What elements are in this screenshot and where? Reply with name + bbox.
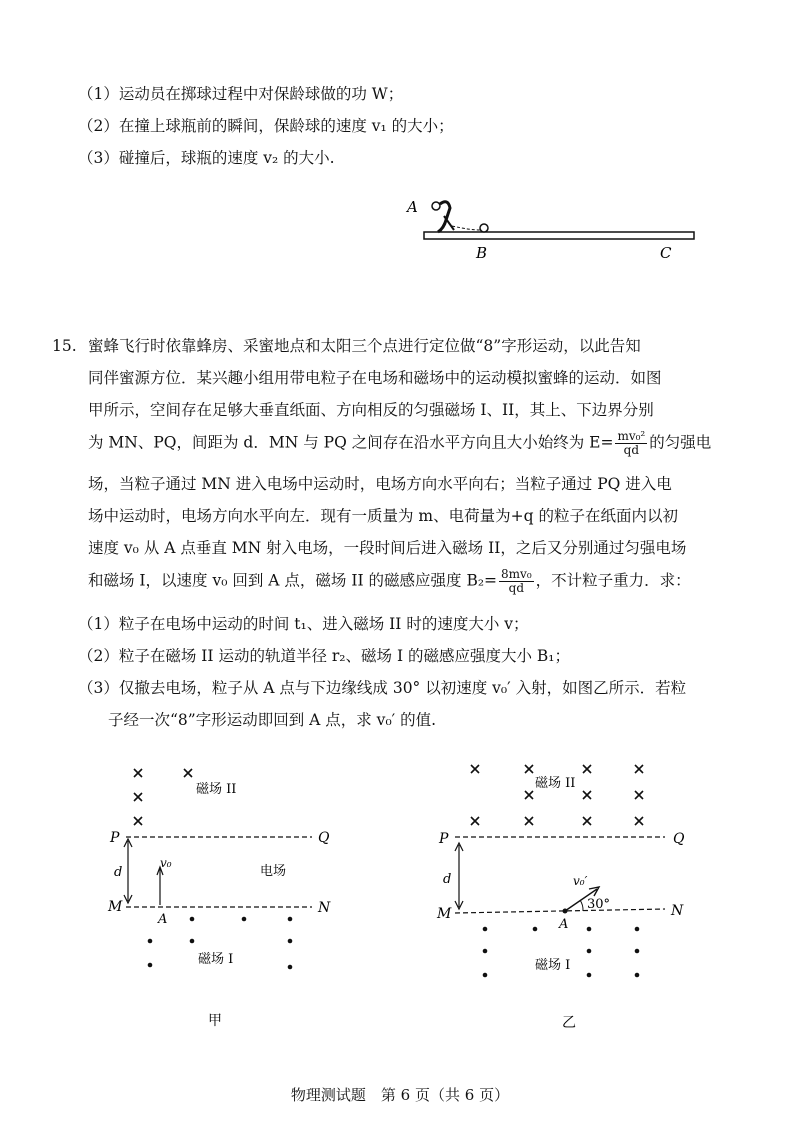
q15-sub-3a: （3）仅撤去电场，粒子从 A 点与下边缘线成 30° 以初速度 v₀′ 入射，如图乙所示．若粒 xyxy=(78,679,687,697)
bowling-figure xyxy=(400,190,710,270)
label-a: A xyxy=(407,198,418,216)
e-fraction xyxy=(615,430,647,457)
label-m-jia: M xyxy=(108,899,123,915)
line-mn-yi xyxy=(455,909,665,913)
page-footer: 物理测试题 第 6 页（共 6 页） xyxy=(290,1086,510,1104)
label-q-jia: Q xyxy=(318,830,330,846)
label-c: C xyxy=(660,244,672,262)
q15-line-4b: 的匀强电 xyxy=(649,433,712,452)
caption-jia: 甲 xyxy=(208,1013,222,1029)
label-n-jia: N xyxy=(318,900,331,916)
q15-sub-3b: 子经一次“8”字形运动即回到 A 点，求 v₀′ 的值. xyxy=(108,711,437,729)
label-a-jia: A xyxy=(158,912,168,927)
label-efield-jia: 电场 xyxy=(260,864,287,879)
q15-line-8a: 和磁场 I，以速度 v₀ 回到 A 点，磁场 II 的磁感应强度 B₂= xyxy=(88,571,498,590)
figure-jia xyxy=(100,755,340,1035)
q15-line-4 xyxy=(88,430,711,457)
label-angle-yi: 30° xyxy=(587,897,611,912)
prev-item-3: （3）碰撞后，球瓶的速度 v₂ 的大小. xyxy=(78,149,335,167)
q15-number: 15. xyxy=(52,337,77,355)
q15-line-3: 甲所示，空间存在足够大垂直纸面、方向相反的匀强磁场 I、II，其上、下边界分别 xyxy=(88,401,654,419)
label-q-yi: Q xyxy=(673,831,685,847)
q15-line-8 xyxy=(88,568,691,595)
label-d-jia: d xyxy=(114,865,123,880)
q15-line-8b: ，不计粒子重力．求： xyxy=(535,571,691,590)
label-m-yi: M xyxy=(437,906,452,922)
label-field2-yi: 磁场 II xyxy=(535,776,576,791)
q15-line-6: 场中运动时，电场方向水平向左．现有一质量为 m、电荷量为+q 的粒子在纸面内以初 xyxy=(88,507,678,525)
label-field2-jia: 磁场 II xyxy=(196,782,237,797)
q15-sub-2: （2）粒子在磁场 II 运动的轨道半径 r₂、磁场 I 的磁感应强度大小 B₁； xyxy=(78,647,571,665)
b2-fraction xyxy=(499,568,534,595)
field2-crosses-yi xyxy=(471,765,643,825)
q15-line-5: 场，当粒子通过 MN 进入电场中运动时，电场方向水平向右；当粒子通过 PQ 进入电 xyxy=(88,475,672,493)
label-p-yi: P xyxy=(439,831,449,847)
q15-line-2: 同伴蜜源方位．某兴趣小组用带电粒子在电场和磁场中的运动模拟蜜蜂的运动．如图 xyxy=(88,369,662,387)
label-a-yi: A xyxy=(559,917,569,932)
label-field1-yi: 磁场 I xyxy=(535,958,571,973)
label-v0p-yi: v₀′ xyxy=(573,874,588,888)
label-field1-jia: 磁场 I xyxy=(198,952,234,967)
e-frac-num: mv₀² xyxy=(617,429,646,443)
label-d-yi: d xyxy=(443,872,452,887)
label-v0-jia: v₀ xyxy=(160,856,172,870)
label-b: B xyxy=(476,244,488,262)
q15-sub-1: （1）粒子在电场中运动的时间 t₁、进入磁场 II 时的速度大小 v； xyxy=(78,615,529,633)
label-n-yi: N xyxy=(671,903,684,919)
figure-yi xyxy=(425,755,695,1035)
field2-crosses xyxy=(134,769,192,825)
q15-line-7: 速度 v₀ 从 A 点垂直 MN 射入电场，一段时间后进入磁场 II，之后又分别通过匀强电场 xyxy=(88,539,687,557)
label-p-jia: P xyxy=(110,830,120,846)
b2-frac-num: 8mv₀ xyxy=(501,567,532,581)
e-frac-den: qd xyxy=(623,443,640,457)
q15-line-4a: 为 MN、PQ，间距为 d．MN 与 PQ 之间存在沿水平方向且大小始终为 E= xyxy=(88,433,614,452)
prev-item-1: （1）运动员在掷球过程中对保龄球做的功 W； xyxy=(78,85,404,103)
caption-yi: 乙 xyxy=(562,1015,576,1031)
q15-line-1: 蜜蜂飞行时依靠蜂房、采蜜地点和太阳三个点进行定位做“8”字形运动，以此告知 xyxy=(88,337,641,355)
prev-item-2: （2）在撞上球瓶前的瞬间，保龄球的速度 v₁ 的大小； xyxy=(78,117,454,135)
b2-frac-den: qd xyxy=(508,581,525,595)
